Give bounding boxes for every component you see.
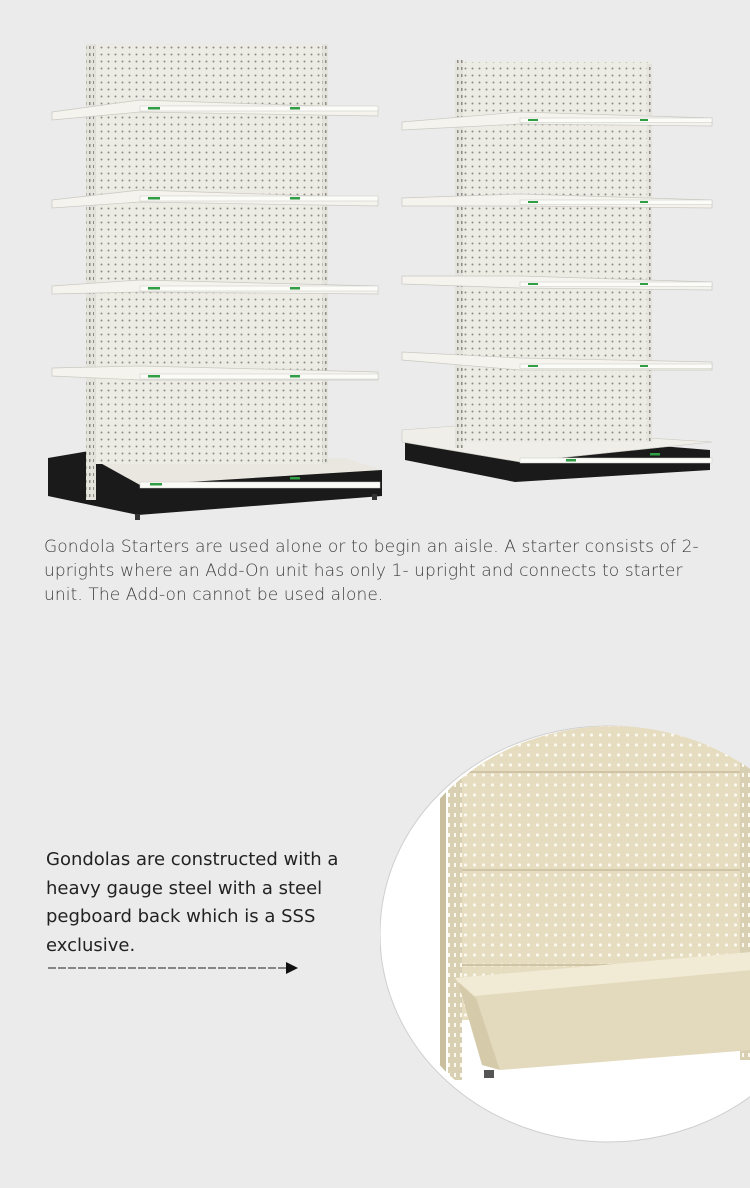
construction-description: Gondolas are constructed with a heavy gauge steel with a steel pegboard back which is a SSS exclusive. [46,849,339,956]
shelf [402,276,712,290]
intro-description: Gondola Starters are used alone or to begin an aisle. A starter consists of 2- uprights where an Add-On unit has only 1- upright and connects to starter unit. The Add-on cannot be used alone. [44,537,699,605]
gondola-product-image [0,30,750,530]
pegboard-detail-image [380,720,750,1145]
shelf [402,194,712,208]
gondola-starter-unit [48,44,382,520]
shelf [52,366,378,380]
gondola-add-on-unit [402,60,712,482]
arrow-right-icon [46,960,306,978]
